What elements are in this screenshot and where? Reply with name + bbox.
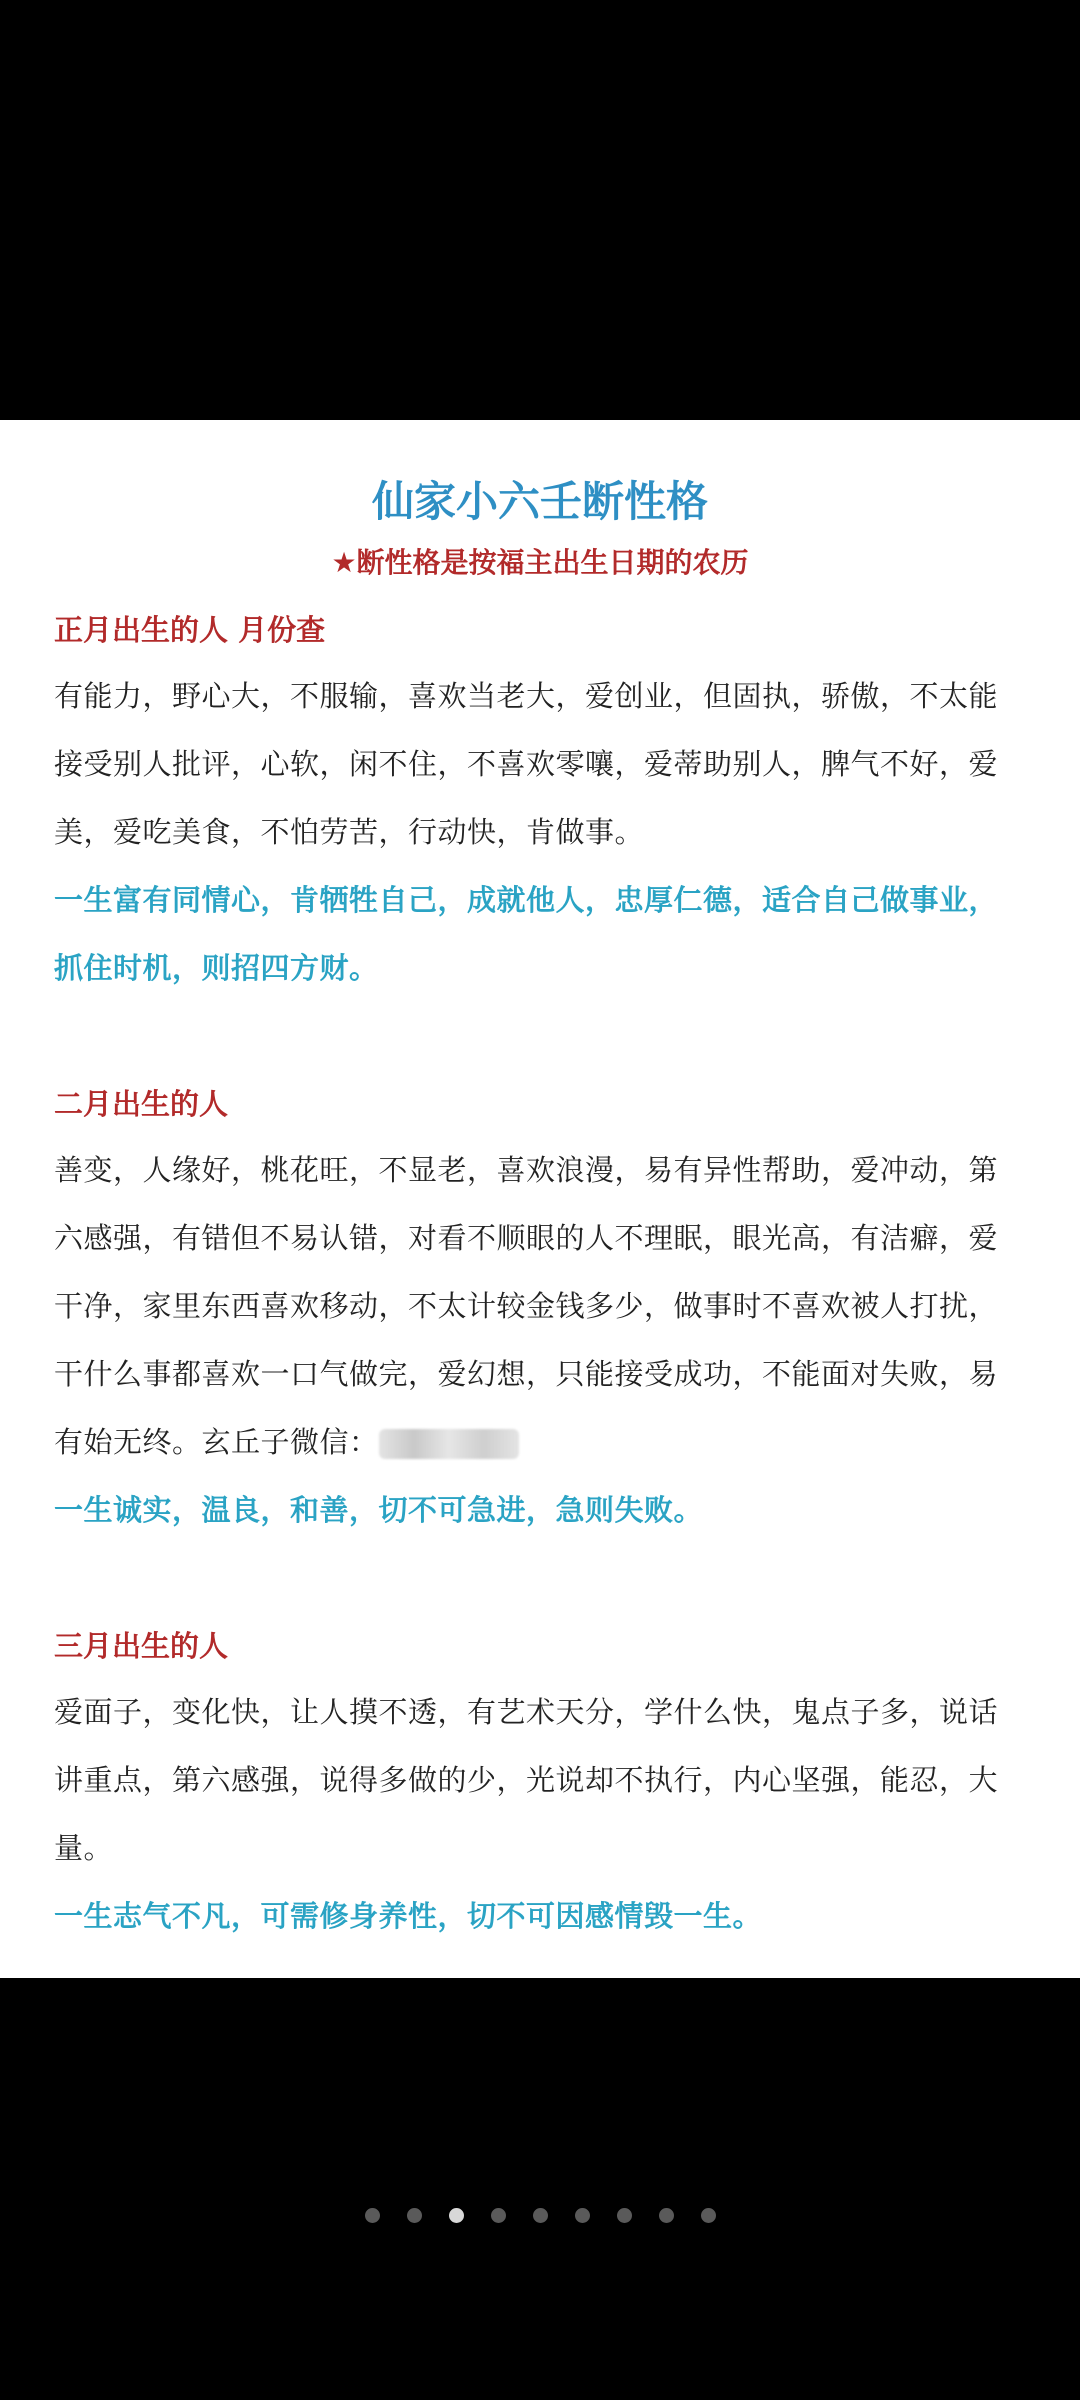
page-dot[interactable] [407, 2208, 422, 2223]
page-dot[interactable] [491, 2208, 506, 2223]
section-summary: 一生志气不凡，可需修身养性，切不可因感情毁一生。 [54, 1899, 763, 1933]
page-dot[interactable] [659, 2208, 674, 2223]
section-summary: 一生富有同情心，肯牺牲自己，成就他人，忠厚仁德，适合自己做事业，抓住时机，则招四方财。 [54, 883, 999, 985]
section-body: 爱面子，变化快，让人摸不透，有艺术天分，学什么快，鬼点子多，说话讲重点，第六感强，说得多做的少，光说却不执行，内心坚强，能忍，大量。 [54, 1695, 999, 1865]
section-heading: 三月出生的人 [54, 1629, 229, 1663]
section-body-wrap [54, 1136, 1026, 1476]
section-summary: 一生诚实，温良，和善，切不可急进，急则失败。 [54, 1493, 704, 1527]
page-dot[interactable] [617, 2208, 632, 2223]
document-title: 仙家小六壬断性格 [371, 477, 708, 526]
section-month-2 [54, 1082, 1026, 1544]
section-month-3 [54, 1624, 1026, 1950]
section-heading: 正月出生的人 月份查 [54, 613, 326, 647]
redacted-contact [379, 1429, 519, 1459]
section-heading: 二月出生的人 [54, 1087, 229, 1121]
section-body: 善变，人缘好，桃花旺，不显老，喜欢浪漫，易有异性帮助，爱冲动，第六感强，有错但不易认错，对看不顺眼的人不理眠，眼光高，有洁癖，爱干净，家里东西喜欢移动，不太计较金钱多少，做事时不喜欢被人打扰，干什么事都喜欢一口气做完，爱幻想，只能接受成功，不能面对失败，易有始无终。玄丘子微信： [54, 1153, 999, 1459]
page-dot[interactable] [365, 2208, 380, 2223]
page-dot[interactable] [449, 2208, 464, 2223]
section-month-1 [54, 608, 1026, 1002]
page-indicator[interactable] [0, 2208, 1080, 2223]
section-body: 有能力，野心大，不服输，喜欢当老大，爱创业，但固执，骄傲，不太能接受别人批评，心软，闲不住，不喜欢零嚷，爱蒂助别人，脾气不好，爱美，爱吃美食，不怕劳苦，行动快，肯做事。 [54, 679, 999, 849]
page-dot[interactable] [533, 2208, 548, 2223]
page-dot[interactable] [575, 2208, 590, 2223]
document-image[interactable] [0, 420, 1080, 1978]
document-subtitle: ★断性格是按福主出生日期的农历 [331, 546, 749, 579]
page-dot[interactable] [701, 2208, 716, 2223]
